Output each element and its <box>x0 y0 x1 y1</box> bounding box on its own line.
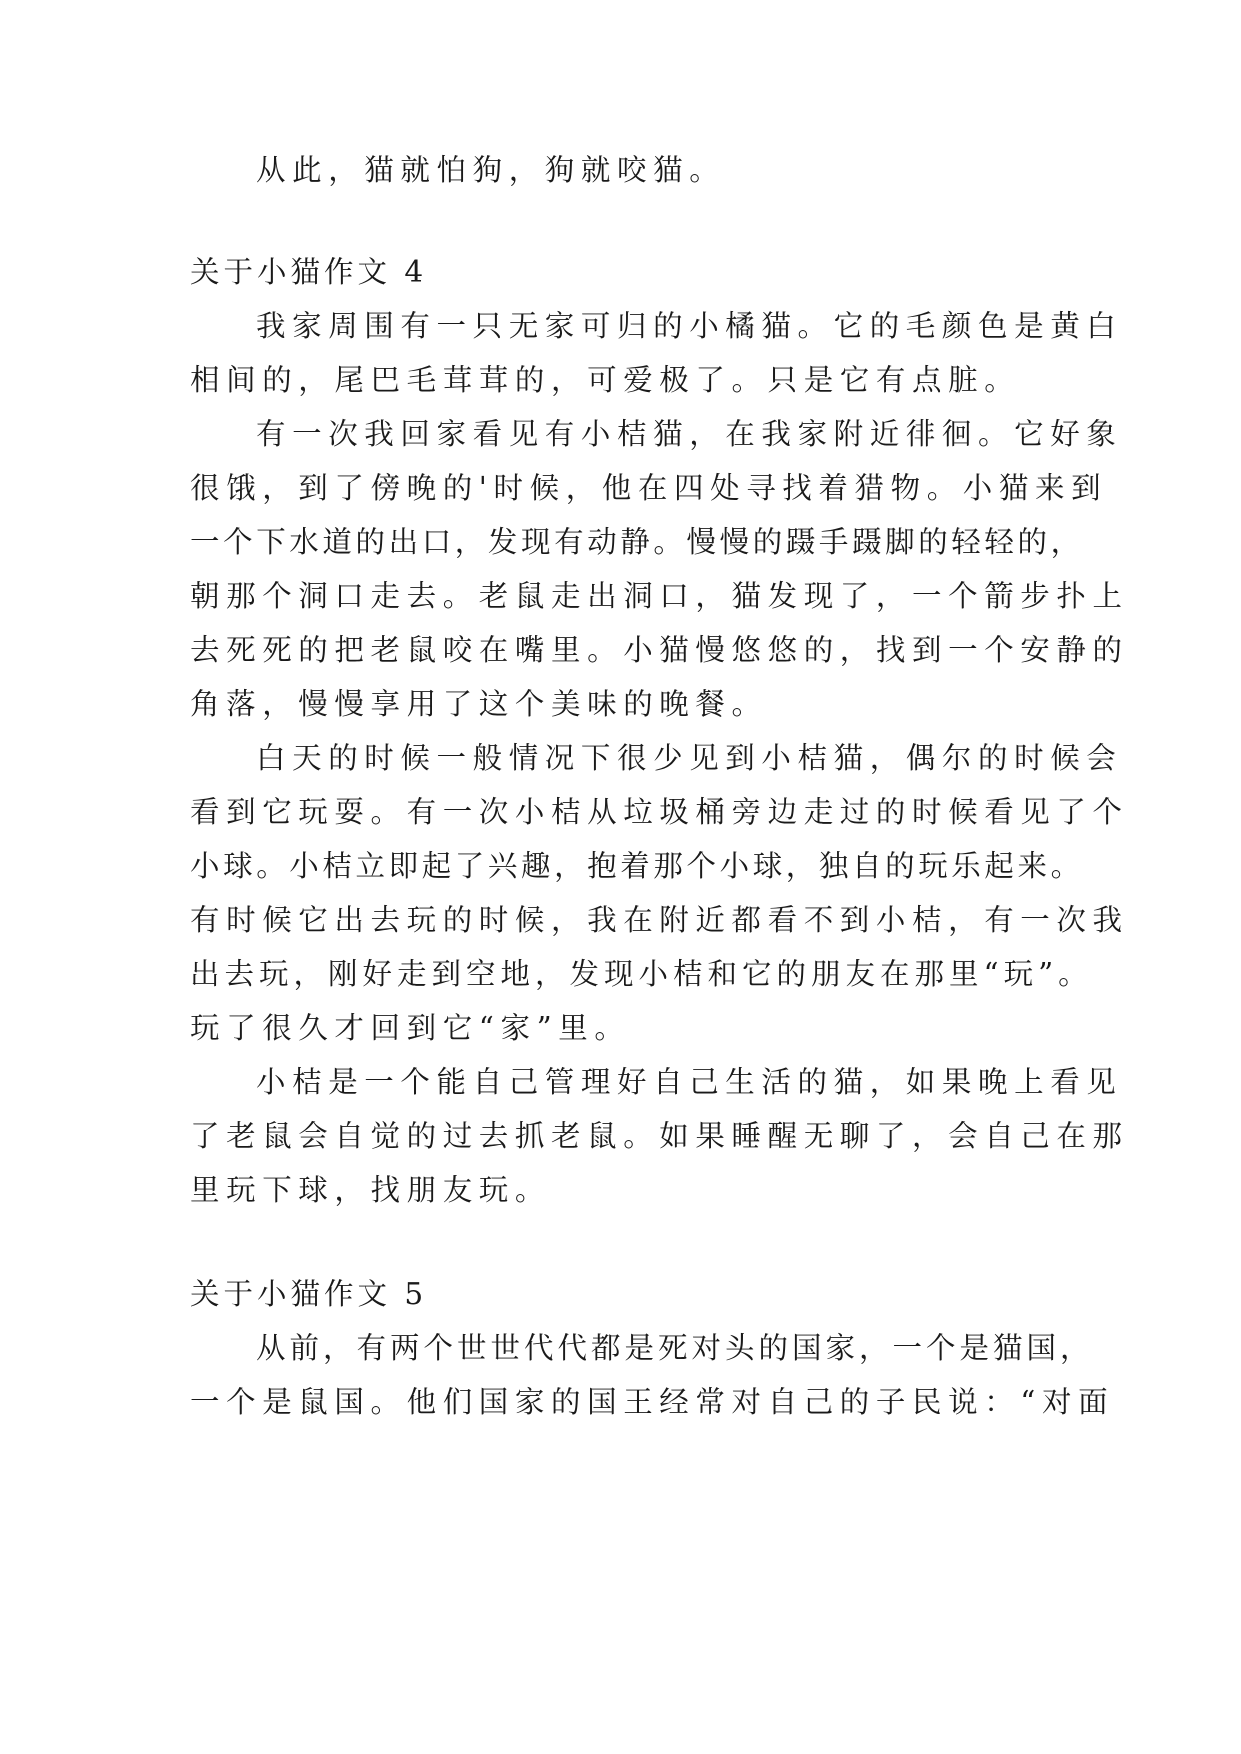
paragraph-line: 从前，有两个世世代代都是死对头的国家，一个是猫国， <box>256 1331 1094 1365</box>
paragraph-line: 小球。小桔立即起了兴趣，抱着那个小球，独自的玩乐起来。 <box>190 849 1084 883</box>
paragraph-line: 去死死的把老鼠咬在嘴里。小猫慢悠悠的，找到一个安静的 <box>190 633 1129 667</box>
paragraph-line: 一个下水道的出口，发现有动静。慢慢的蹑手蹑脚的轻轻的， <box>190 525 1084 559</box>
paragraph-line: 玩了很久才回到它“家”里。 <box>190 1011 631 1045</box>
paragraph-line: 出去玩，刚好走到空地，发现小桔和它的朋友在那里“玩”。 <box>190 957 1093 991</box>
paragraph-line: 一个是鼠国。他们国家的国王经常对自己的子民说：“对面 <box>190 1385 1115 1419</box>
paragraph-line: 有一次我回家看见有小桔猫，在我家附近徘徊。它好象 <box>256 417 1123 451</box>
paragraph-line: 了老鼠会自觉的过去抓老鼠。如果睡醒无聊了，会自己在那 <box>190 1119 1129 1153</box>
paragraph-line: 有时候它出去玩的时候，我在附近都看不到小桔，有一次我 <box>190 903 1129 937</box>
paragraph-line: 很饿，到了傍晚的'时候，他在四处寻找着猎物。小猫来到 <box>190 471 1108 505</box>
paragraph-line: 小桔是一个能自己管理好自己生活的猫，如果晚上看见 <box>256 1065 1123 1099</box>
paragraph-line: 角落，慢慢享用了这个美味的晚餐。 <box>190 687 768 721</box>
paragraph-line: 朝那个洞口走去。老鼠走出洞口，猫发现了，一个箭步扑上 <box>190 579 1129 613</box>
section-heading: 关于小猫作文 5 <box>190 1277 428 1311</box>
paragraph-line: 相间的，尾巴毛茸茸的，可爱极了。只是它有点脏。 <box>190 363 1021 397</box>
paragraph-line: 我家周围有一只无家可归的小橘猫。它的毛颜色是黄白 <box>256 309 1123 343</box>
paragraph-line: 从此，猫就怕狗，狗就咬猫。 <box>256 153 726 187</box>
paragraph-line: 看到它玩耍。有一次小桔从垃圾桶旁边走过的时候看见了个 <box>190 795 1129 829</box>
paragraph-line: 白天的时候一般情况下很少见到小桔猫，偶尔的时候会 <box>256 741 1123 775</box>
paragraph-line: 里玩下球，找朋友玩。 <box>190 1173 552 1207</box>
section-heading: 关于小猫作文 4 <box>190 255 428 289</box>
